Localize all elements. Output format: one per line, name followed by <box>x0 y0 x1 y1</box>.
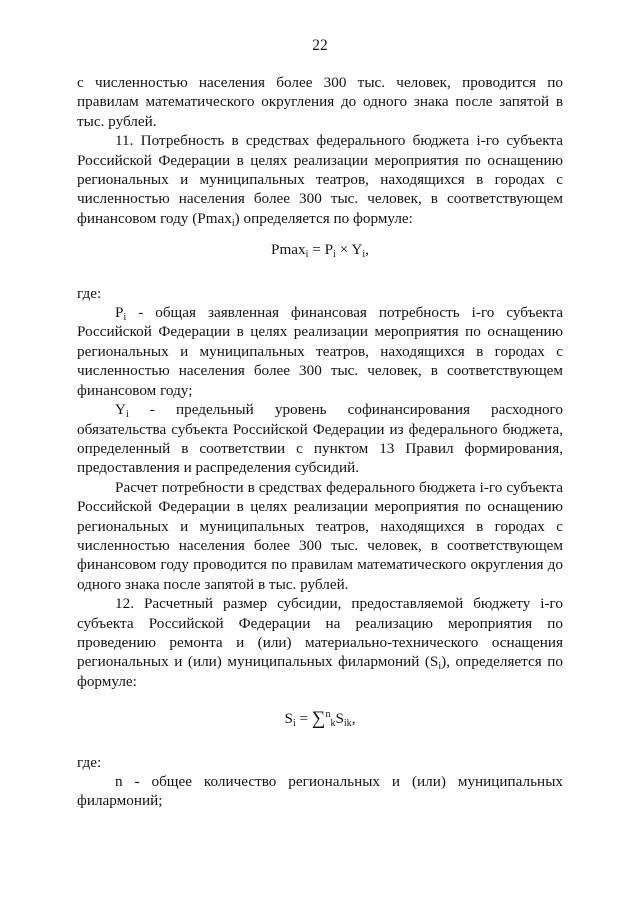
paragraph-11: 11. Потребность в средствах федерального бюджета i-го субъекта Российской Федерации в целях реализации мероприятия по оснащению региональных и муниципальных театров, находящихся в городах с численностью населения более 300 тыс. человек, в соответствующем финансовом году (Pmax$_i$) определяется по формуле: <box>77 132 563 229</box>
where-label-2: где: <box>77 753 102 771</box>
paragraph-calculation: Расчет потребности в средствах федерального бюджета i-го субъекта Российской Федерации в целях реализации мероприятия по оснащению региональных и муниципальных театров, находящихся в городах с численностью населения более 300 тыс. человек, в соответствующем финансовом году проводится по правилам математического округления до одного знака после запятой в тыс. рублей. <box>77 478 563 593</box>
paragraph-continuation: с численностью населения более 300 тыс. человек, проводится по правилам математического округления до одного знака после запятой в тыс. рублей. <box>77 74 563 130</box>
definition-n: n - общее количество региональных и (или) муниципальных филармоний; <box>77 773 563 810</box>
sum-symbol: ∑ <box>311 708 326 730</box>
paragraph-12: 12. Расчетный размер субсидии, предоставляемой бюджету i-го субъекта Российской Федерации на реализацию мероприятия по проведению ремонта и (или) материально-технического оснащения региональных и (или) муниципальных филармоний $(S_i)$, определяется по формуле: <box>77 595 563 690</box>
definition-yi: $Y_i$ - предельный уровень софинансирования расходного обязательства субъекта Российской Федерации из федерального бюджета, определенный в соответствии с пунктом 13 Правил формирования, предоставления и распределения субсидий. <box>77 401 563 477</box>
definition-pi: $P_i$ - общая заявленная финансовая потребность i-го субъекта Российской Федерации в целях реализации мероприятия по оснащению региональных и муниципальных театров, находящихся в городах с численностью населения более 300 тыс. человек, в соответствующем финансовом году; <box>77 304 563 399</box>
formula-pmax: $Pmax_i = P_i \times Y_i$, <box>271 241 369 261</box>
page-number: 22 <box>312 37 328 54</box>
where-label-1: где: <box>77 284 102 302</box>
formula-si: $S_i = \sum^n_kS_{ik}$, <box>284 708 356 730</box>
document-body <box>77 73 563 811</box>
